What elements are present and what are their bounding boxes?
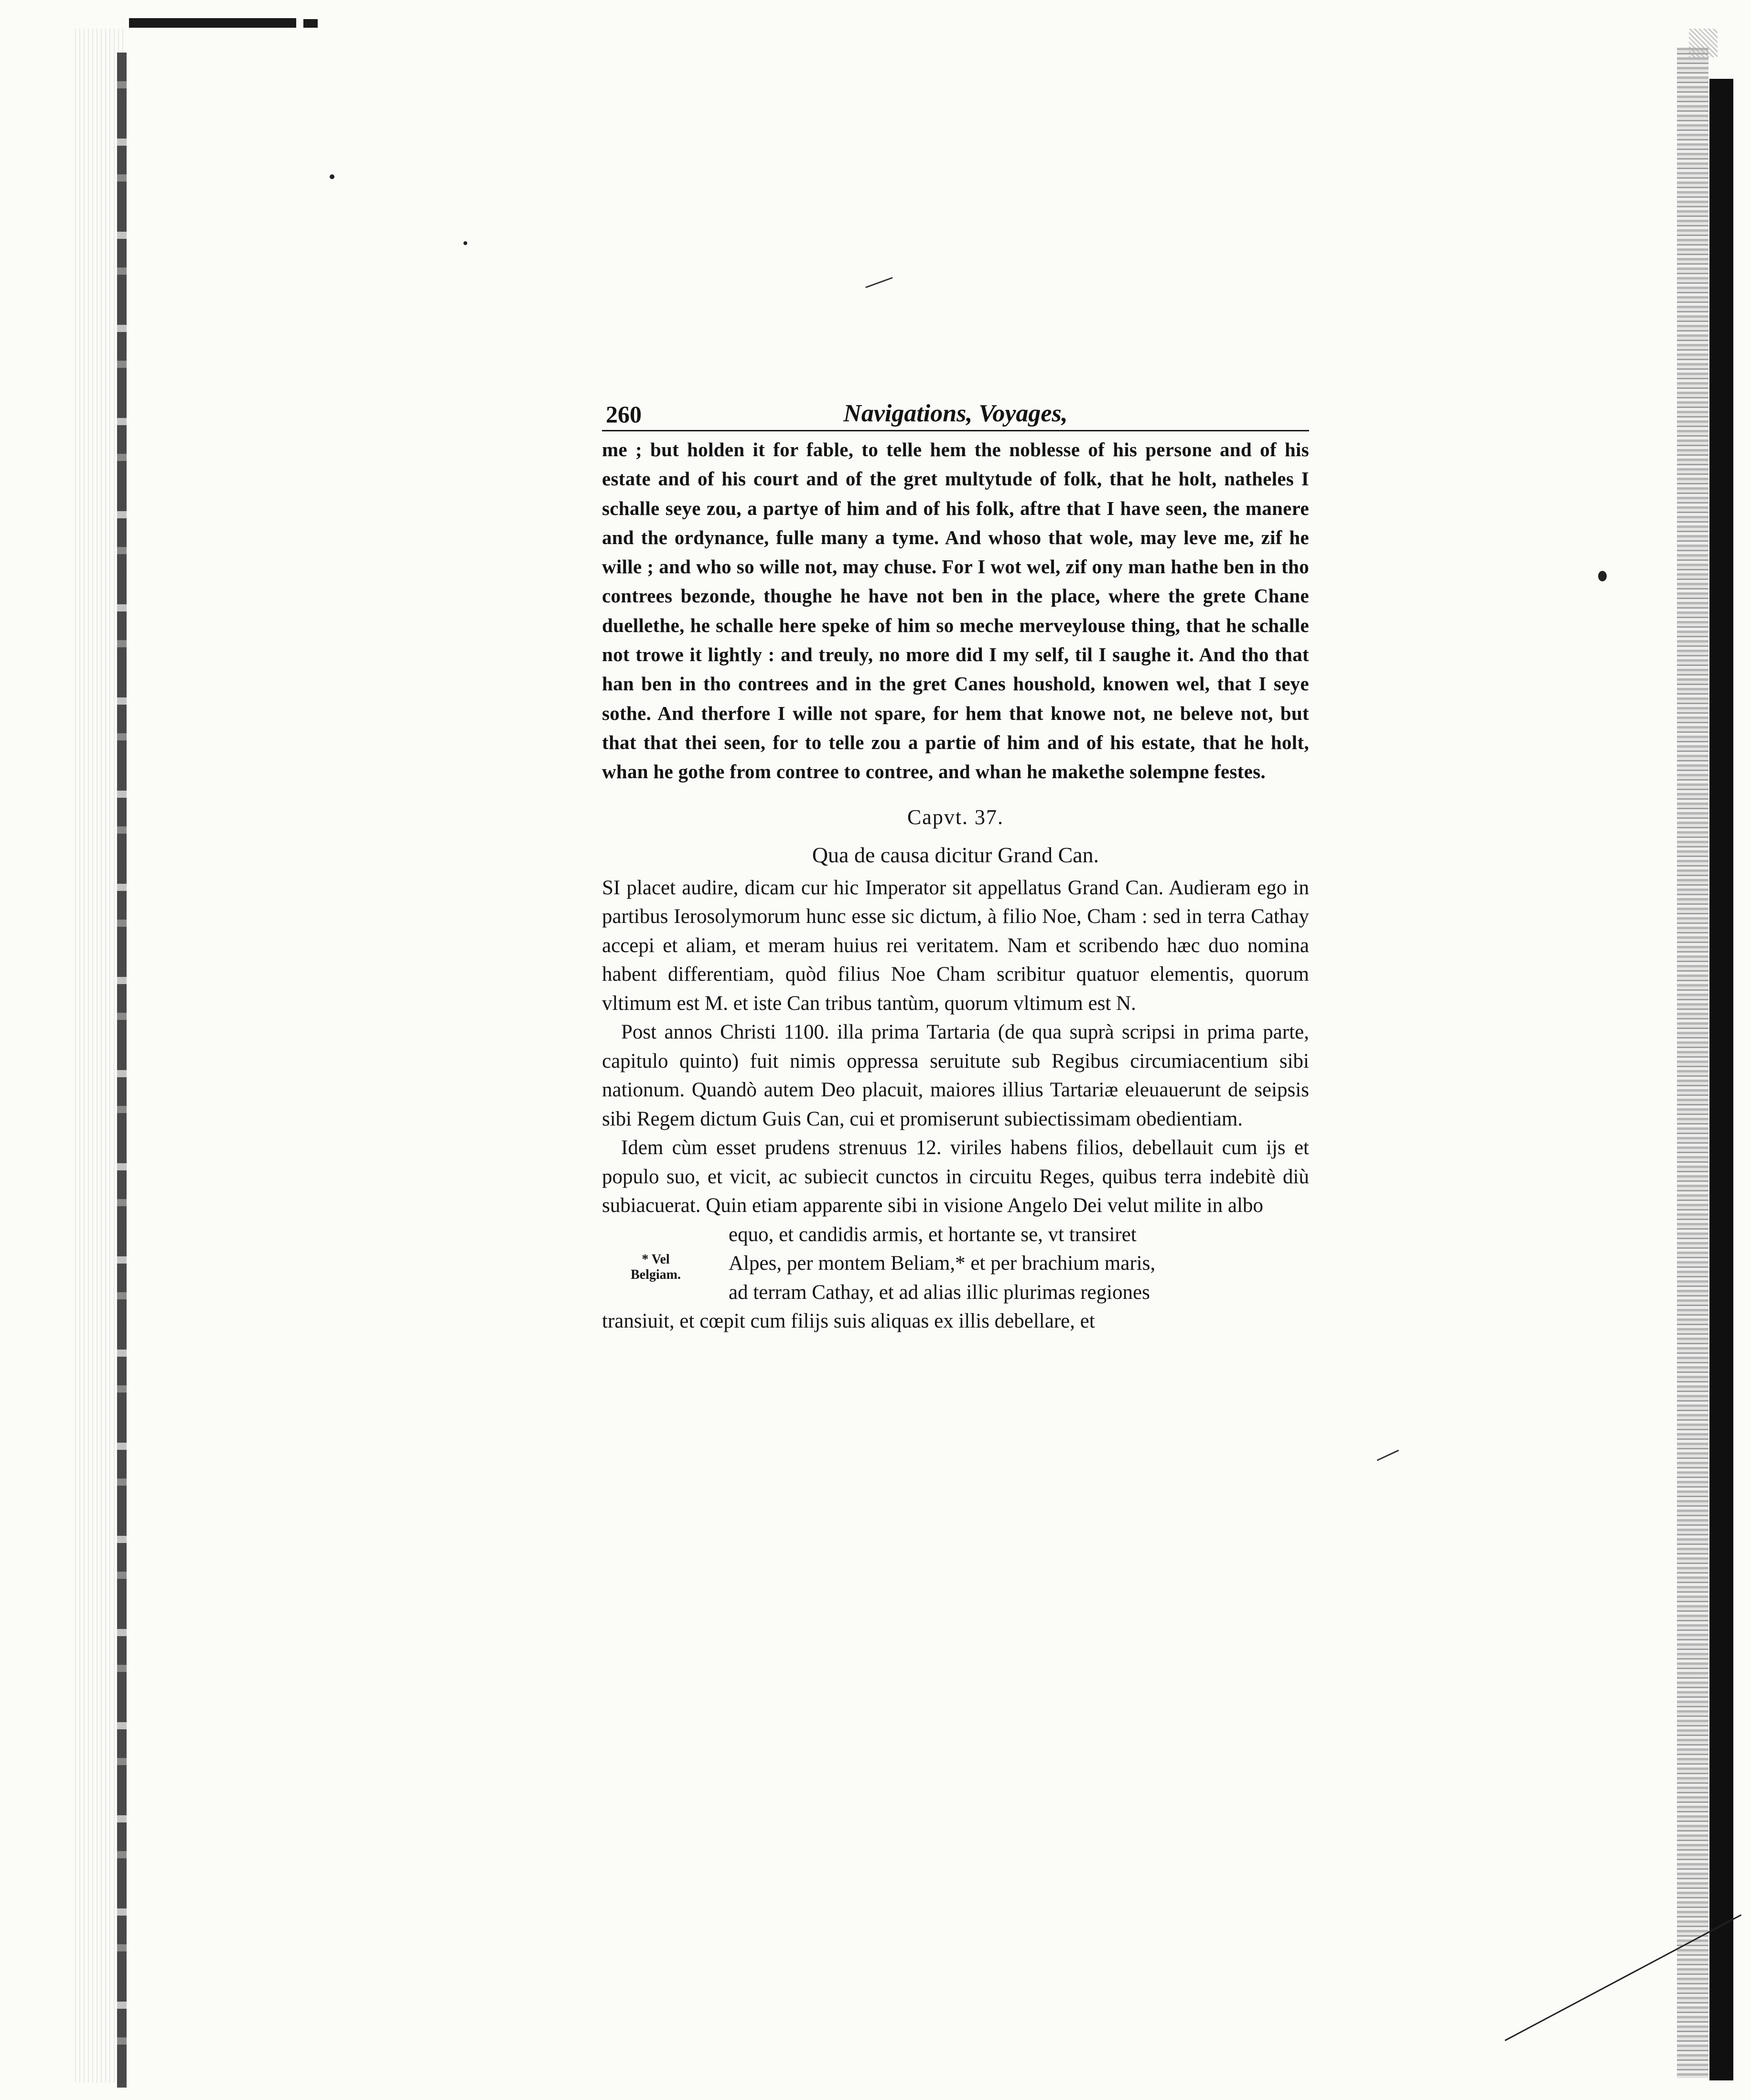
latin-paragraph-1: SI placet audire, dicam cur hic Imperator sit appellatus Grand Can. Audieram ego in partibus Ierosolymorum hunc esse sic dictum, à filio Noe, Cham : sed in terra Cathay accepi et aliam, et meram huius rei veritatem. Nam et scribendo hæc duo nomina habent differentiam, quòd filius Noe Cham scribitur quatuor elementis, quorum vltimum est M. et iste Can tribus tantùm, quorum vltimum est N. bbox=[602, 876, 1309, 1015]
english-paragraph: me ; but holden it for fable, to telle hem the noblesse of his persone and of his estate and of his court and of the gret multytude of folk, that he holt, natheles I schalle seye zou, a partye of him and of his folk, aftre that I have seen, the manere and the ordynance, fulle many a tyme. And whoso that wole, may leve me, zif he wille ; and who so wille not, may chuse. For I wot wel, zif ony man hathe ben in tho contrees bezonde, thoughe he have not ben in the place, where the grete Chane duellethe, he schalle here speke of him so meche merveylouse thing, that he schalle not trowe it lightly : and treuly, no more did I my self, til I saughe it. And tho that han ben in tho contrees and in the gret Canes houshold, knowen wel, that I seye sothe. And therfore I wille not spare, for hem that knowe not, ne beleve not, but that that thei seen, for to telle zou a partie of him and of his estate, that he holt, whan he gothe from contree to contree, and whan he makethe solempne festes. bbox=[602, 439, 1309, 783]
marginal-note bbox=[631, 1252, 681, 1283]
running-head-title: Navigations, Voyages, bbox=[843, 400, 1068, 427]
scan-artifact-right-edge bbox=[1677, 48, 1708, 2078]
scan-artifact-dot bbox=[463, 241, 467, 245]
marginal-note-line2: Belgiam. bbox=[631, 1267, 681, 1282]
scan-artifact-dot bbox=[1598, 571, 1607, 581]
chapter-subtitle: Qua de causa dicitur Grand Can. bbox=[812, 842, 1099, 867]
running-head bbox=[602, 396, 1309, 431]
scan-artifact-top-bar-tail bbox=[303, 19, 318, 28]
scan-artifact-top-bar bbox=[129, 18, 296, 28]
latin-side-line-3: ad terram Cathay, et ad alias illic plurimas regiones bbox=[729, 1281, 1150, 1304]
latin-side-line-2: Alpes, per montem Beliam,* et per brachium maris, bbox=[729, 1252, 1156, 1275]
scan-artifact-dot bbox=[330, 174, 334, 179]
scan-artifact-right-bar bbox=[1709, 79, 1733, 2080]
scan-artifact-stroke bbox=[1377, 1450, 1399, 1461]
latin-paragraph-2: Post annos Christi 1100. illa prima Tartaria (de qua suprà scripsi in prima parte, capitulo quinto) fuit nimis oppressa seruitute sub Regibus circumiacentium sibi nationum. Quandò autem Deo placuit, maiores illius Tartariæ eleuauerunt de seipsis sibi Regem dictum Guis Can, cui et promiserunt subiectissimam obedientiam. bbox=[602, 1021, 1309, 1130]
latin-paragraph-3-closing: transiuit, et cœpit cum filijs suis aliquas ex illis debellare, et bbox=[602, 1310, 1095, 1333]
latin-side-line-1: equo, et candidis armis, et hortante se, vt transiret bbox=[729, 1223, 1137, 1246]
scan-artifact-stroke bbox=[865, 277, 892, 288]
scan-artifact-left-speckle bbox=[72, 29, 124, 2083]
scan-artifact-left-gutter bbox=[117, 53, 127, 2088]
page-body bbox=[602, 396, 1309, 1336]
page-number: 260 bbox=[606, 401, 642, 428]
chapter-heading: Capvt. 37. bbox=[907, 805, 1004, 829]
marginal-note-block bbox=[602, 1221, 1309, 1307]
marginal-note-line1: * Vel bbox=[642, 1252, 670, 1267]
latin-paragraph-3-opening: Idem cùm esset prudens strenuus 12. viriles habens filios, debellauit cum ijs et populo suo, et vicit, ac subiecit cunctos in circuitu Reges, quibus terra indebitè diù subiacuerat. Quin etiam apparente sibi in visione Angelo Dei velut milite in albo bbox=[602, 1136, 1309, 1217]
scan-artifact-corner bbox=[1689, 29, 1718, 57]
